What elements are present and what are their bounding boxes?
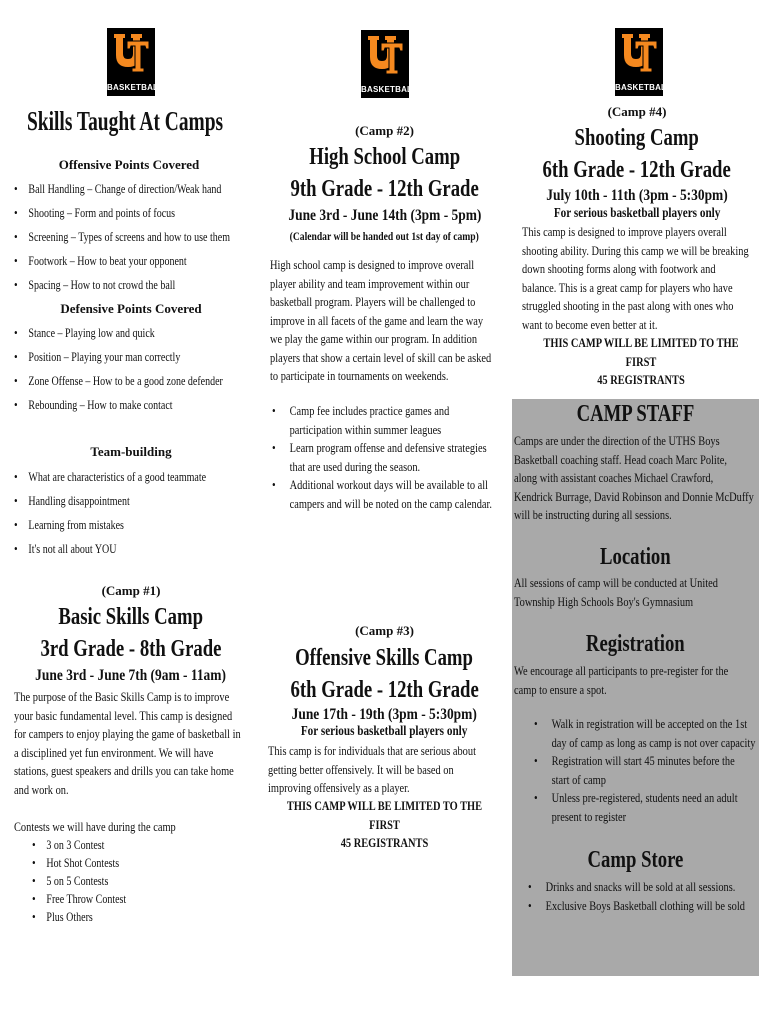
contests-list [32, 836, 192, 926]
text-line: Walk in registration will be accepted on the 1st [551, 716, 748, 731]
list-item: • 3 on 3 Contest [32, 836, 192, 854]
camp4-description [522, 223, 749, 334]
text-line: player ability and team improvement within our [270, 275, 470, 291]
camp4-limit [512, 334, 770, 390]
list-item: • Walk in registration will be accepted on the 1st day of camp as long as camp is not over capacity [534, 715, 755, 752]
list-item: • Position – Playing your man correctly [14, 345, 214, 369]
store-heading [512, 845, 759, 875]
list-item: • Unless pre-registered, students need an adult present to register [534, 789, 755, 826]
list-item: • Additional workout days will be available to all campers and will be noted on the camp calendar. [272, 476, 492, 513]
camp2-name [257, 142, 512, 172]
text-line: Township High Schools Boy's Gymnasium [514, 593, 694, 609]
text-line: Unless pre-registered, students need an adult [551, 790, 738, 805]
text-line: will be instructing during all sessions. [514, 507, 672, 522]
text-line: Kendrick Burrage, David Robinson and Donnie McDuffy [514, 488, 754, 504]
list-item: • Hot Shot Contests [32, 854, 192, 872]
text-line: Camps are under the direction of the UTHS Boys [514, 433, 720, 448]
camp3-limit [257, 797, 512, 853]
text-line: down shooting forms along with footwork and [522, 261, 716, 276]
camp3-name [257, 643, 512, 673]
text-line: FIRST [369, 816, 400, 832]
contests-label: Contests we will have during the camp [14, 819, 176, 834]
text-line: want to become even better at it. [522, 316, 658, 332]
list-item: • Ball Handling – Change of direction/Weak hand [14, 177, 214, 201]
offensive-list [14, 177, 230, 297]
location-text [514, 574, 718, 611]
list-item: • It's not all about YOU [14, 537, 214, 561]
camp2-dates [257, 206, 512, 226]
camp3-serious-text: For serious basketball players only [301, 724, 468, 739]
location-heading [512, 542, 759, 572]
text-line: Drinks and snacks will be sold at all sessions. [545, 879, 736, 894]
camp2-dates-text: June 3rd - June 14th (3pm - 5pm) [287, 207, 482, 224]
list-item: • Rebounding – How to make contact [14, 393, 214, 417]
camp1-description [14, 688, 241, 799]
text-line: stations, guest speakers and drills you can take home [14, 763, 234, 778]
text-line: THIS CAMP WILL BE LIMITED TO THE [286, 798, 483, 813]
ut-basketball-logo [615, 28, 672, 96]
camp2-note-text: (Calendar will be handed out 1st day of camp) [289, 229, 480, 243]
camp1-name-text: Basic Skills Camp [58, 604, 204, 630]
camp4-dates-text: July 10th - 11th (3pm - 5:30pm) [546, 187, 728, 204]
text-line: This camp is for individuals that are serious about [268, 743, 476, 758]
team-list [14, 465, 214, 561]
text-line: camp to ensure a spot. [514, 681, 607, 697]
registration-text [514, 662, 728, 699]
location-heading-text: Location [600, 544, 671, 570]
text-line: we play the game within our program. In addition [270, 331, 478, 346]
logo-caption: BASKETBALL [361, 85, 418, 94]
text-line: a disciplined yet fun environment. We will have [14, 744, 214, 760]
staff-heading-text: CAMP STAFF [576, 401, 695, 427]
list-item: • Screening – Types of screens and how to use them [14, 225, 214, 249]
camp3-grades [257, 675, 512, 705]
list-item: • Drinks and snacks will be sold at all sessions. [528, 879, 736, 894]
text-line: along with assistant coaches Michael Crawford, [514, 470, 714, 485]
text-line: THIS CAMP WILL BE LIMITED TO THE FIRST [543, 335, 739, 369]
camp3-dates [257, 705, 512, 725]
camp4-grades-text: 6th Grade - 12th Grade [542, 157, 732, 183]
text-line: and work on. [14, 781, 69, 797]
ut-logo-icon [619, 31, 659, 75]
staff-heading [512, 399, 759, 429]
skills-title: Skills Taught At Camps [27, 106, 224, 136]
camp1-name [0, 602, 262, 632]
list-item: • Free Throw Contest [32, 890, 192, 908]
text-line: The purpose of the Basic Skills Camp is to improve [14, 689, 230, 704]
list-item: • Handling disappointment [14, 489, 214, 513]
camp2-bullets [272, 402, 492, 513]
list-item: • Camp fee includes practice games and participation within summer leagues [272, 402, 492, 439]
camp1-dates-text: June 3rd - June 7th (9am - 11am) [35, 667, 227, 684]
text-line: balance. This is a great camp for players who have [522, 279, 733, 295]
store-bullets [528, 878, 745, 915]
camp1-grades [0, 634, 262, 664]
list-item: • Shooting – Form and points of focus [14, 201, 214, 225]
text-line: campers and will be noted on the camp calendar. [289, 495, 493, 511]
ut-logo-icon [365, 33, 405, 77]
text-line: that are used during the season. [289, 458, 421, 474]
staff-text [514, 432, 754, 525]
text-line: to participate in tournaments on weekends. [270, 368, 449, 383]
camp2-grades-text: 9th Grade - 12th Grade [290, 176, 479, 202]
text-line: 45 REGISTRANTS [597, 372, 685, 387]
registration-heading [512, 629, 759, 659]
logo-caption: BASKETBALL [107, 83, 164, 92]
registration-heading-text: Registration [586, 631, 685, 657]
list-item: • Footwork – How to beat your opponent [14, 249, 214, 273]
text-line: Exclusive Boys Basketball clothing will be sold [545, 897, 745, 913]
list-item: • Exclusive Boys Basketball clothing will be sold [528, 897, 745, 913]
logo-caption: BASKETBALL [615, 83, 672, 92]
camp4-grades [512, 155, 762, 185]
ut-logo-icon [111, 31, 151, 75]
text-line: All sessions of camp will be conducted at United [514, 575, 718, 590]
text-line: Basketball coaching staff. Head coach Marc Polite, [514, 451, 727, 467]
camp4-dates [512, 186, 762, 206]
list-item: • Stance – Playing low and quick [14, 321, 214, 345]
text-line: We encourage all participants to pre-register for the [514, 663, 729, 678]
team-heading: Team-building [90, 444, 172, 459]
info-panel [512, 399, 759, 976]
text-line: day of camp as long as camp is not over capacity [551, 734, 756, 750]
camp3-dates-text: June 17th - 19th (3pm - 5:30pm) [291, 706, 478, 723]
list-item: • 5 on 5 Contests [32, 872, 192, 890]
registration-bullets [534, 715, 755, 826]
camp2-note [257, 228, 512, 244]
text-line: present to register [551, 808, 627, 824]
list-item: • Registration will start 45 minutes before the start of camp [534, 752, 755, 789]
camp1-dates [0, 666, 262, 686]
camp3-name-text: Offensive Skills Camp [295, 645, 474, 671]
camp1-grades-text: 3rd Grade - 8th Grade [40, 636, 222, 662]
camp3-description [268, 742, 476, 798]
camp4-name-text: Shooting Camp [574, 125, 700, 151]
text-line: players that show a certain level of skill can be asked [270, 349, 492, 365]
camp3-number: (Camp #3) [355, 623, 414, 638]
text-line: Registration will start 45 minutes before the [551, 753, 735, 768]
camp3-grades-text: 6th Grade - 12th Grade [290, 677, 479, 703]
store-heading-text: Camp Store [587, 847, 684, 873]
camp2-number: (Camp #2) [355, 123, 414, 138]
defensive-heading: Defensive Points Covered [60, 301, 202, 316]
text-line: This camp is designed to improve players overall [522, 224, 727, 239]
text-line: your basic fundamental level. This camp is designed [14, 707, 233, 723]
list-item: • Learn program offense and defensive strategies that are used during the season. [272, 439, 492, 476]
text-line: getting better offensively. It will be based on [268, 761, 454, 777]
text-line: High school camp is designed to improve overall [270, 257, 475, 272]
text-line: start of camp [551, 771, 606, 787]
list-item: • What are characteristics of a good teammate [14, 465, 214, 489]
camp4-number: (Camp #4) [607, 104, 667, 119]
text-line: participation within summer leagues [289, 421, 442, 437]
defensive-list [14, 321, 223, 417]
text-line: struggled shooting in the past along with ones who [522, 298, 734, 313]
ut-basketball-logo [361, 30, 418, 98]
list-item: • Learning from mistakes [14, 513, 214, 537]
text-line: Learn program offense and defensive strategies [289, 440, 487, 455]
camp2-grades [257, 174, 512, 204]
text-line: basketball program. Players will be challenged to [270, 294, 476, 309]
text-line: shooting ability. During this camp we will be breaking [522, 242, 749, 258]
list-item: • Zone Offense – How to be a good zone defender [14, 369, 214, 393]
camp4-name [512, 123, 762, 153]
text-line: Additional workout days will be available to all [289, 477, 489, 492]
list-item: • Plus Others [32, 908, 192, 926]
camp4-serious-text: For serious basketball players only [553, 206, 721, 221]
offensive-heading: Offensive Points Covered [58, 157, 200, 172]
text-line: improve in all facets of the game and learn the way [270, 312, 484, 328]
text-line: Camp fee includes practice games and [289, 403, 450, 418]
camp2-description [270, 256, 491, 386]
camp3-serious [257, 723, 512, 741]
text-line: improving offensively as a player. [268, 780, 410, 795]
camp1-number: (Camp #1) [101, 583, 161, 598]
camp2-name-text: High School Camp [309, 144, 460, 170]
list-item: • Spacing – How to not crowd the ball [14, 273, 214, 297]
text-line: 45 REGISTRANTS [340, 835, 429, 850]
camp4-serious [512, 205, 762, 223]
ut-basketball-logo [107, 28, 164, 96]
text-line: for campers to enjoy playing the game of basketball in [14, 726, 241, 741]
